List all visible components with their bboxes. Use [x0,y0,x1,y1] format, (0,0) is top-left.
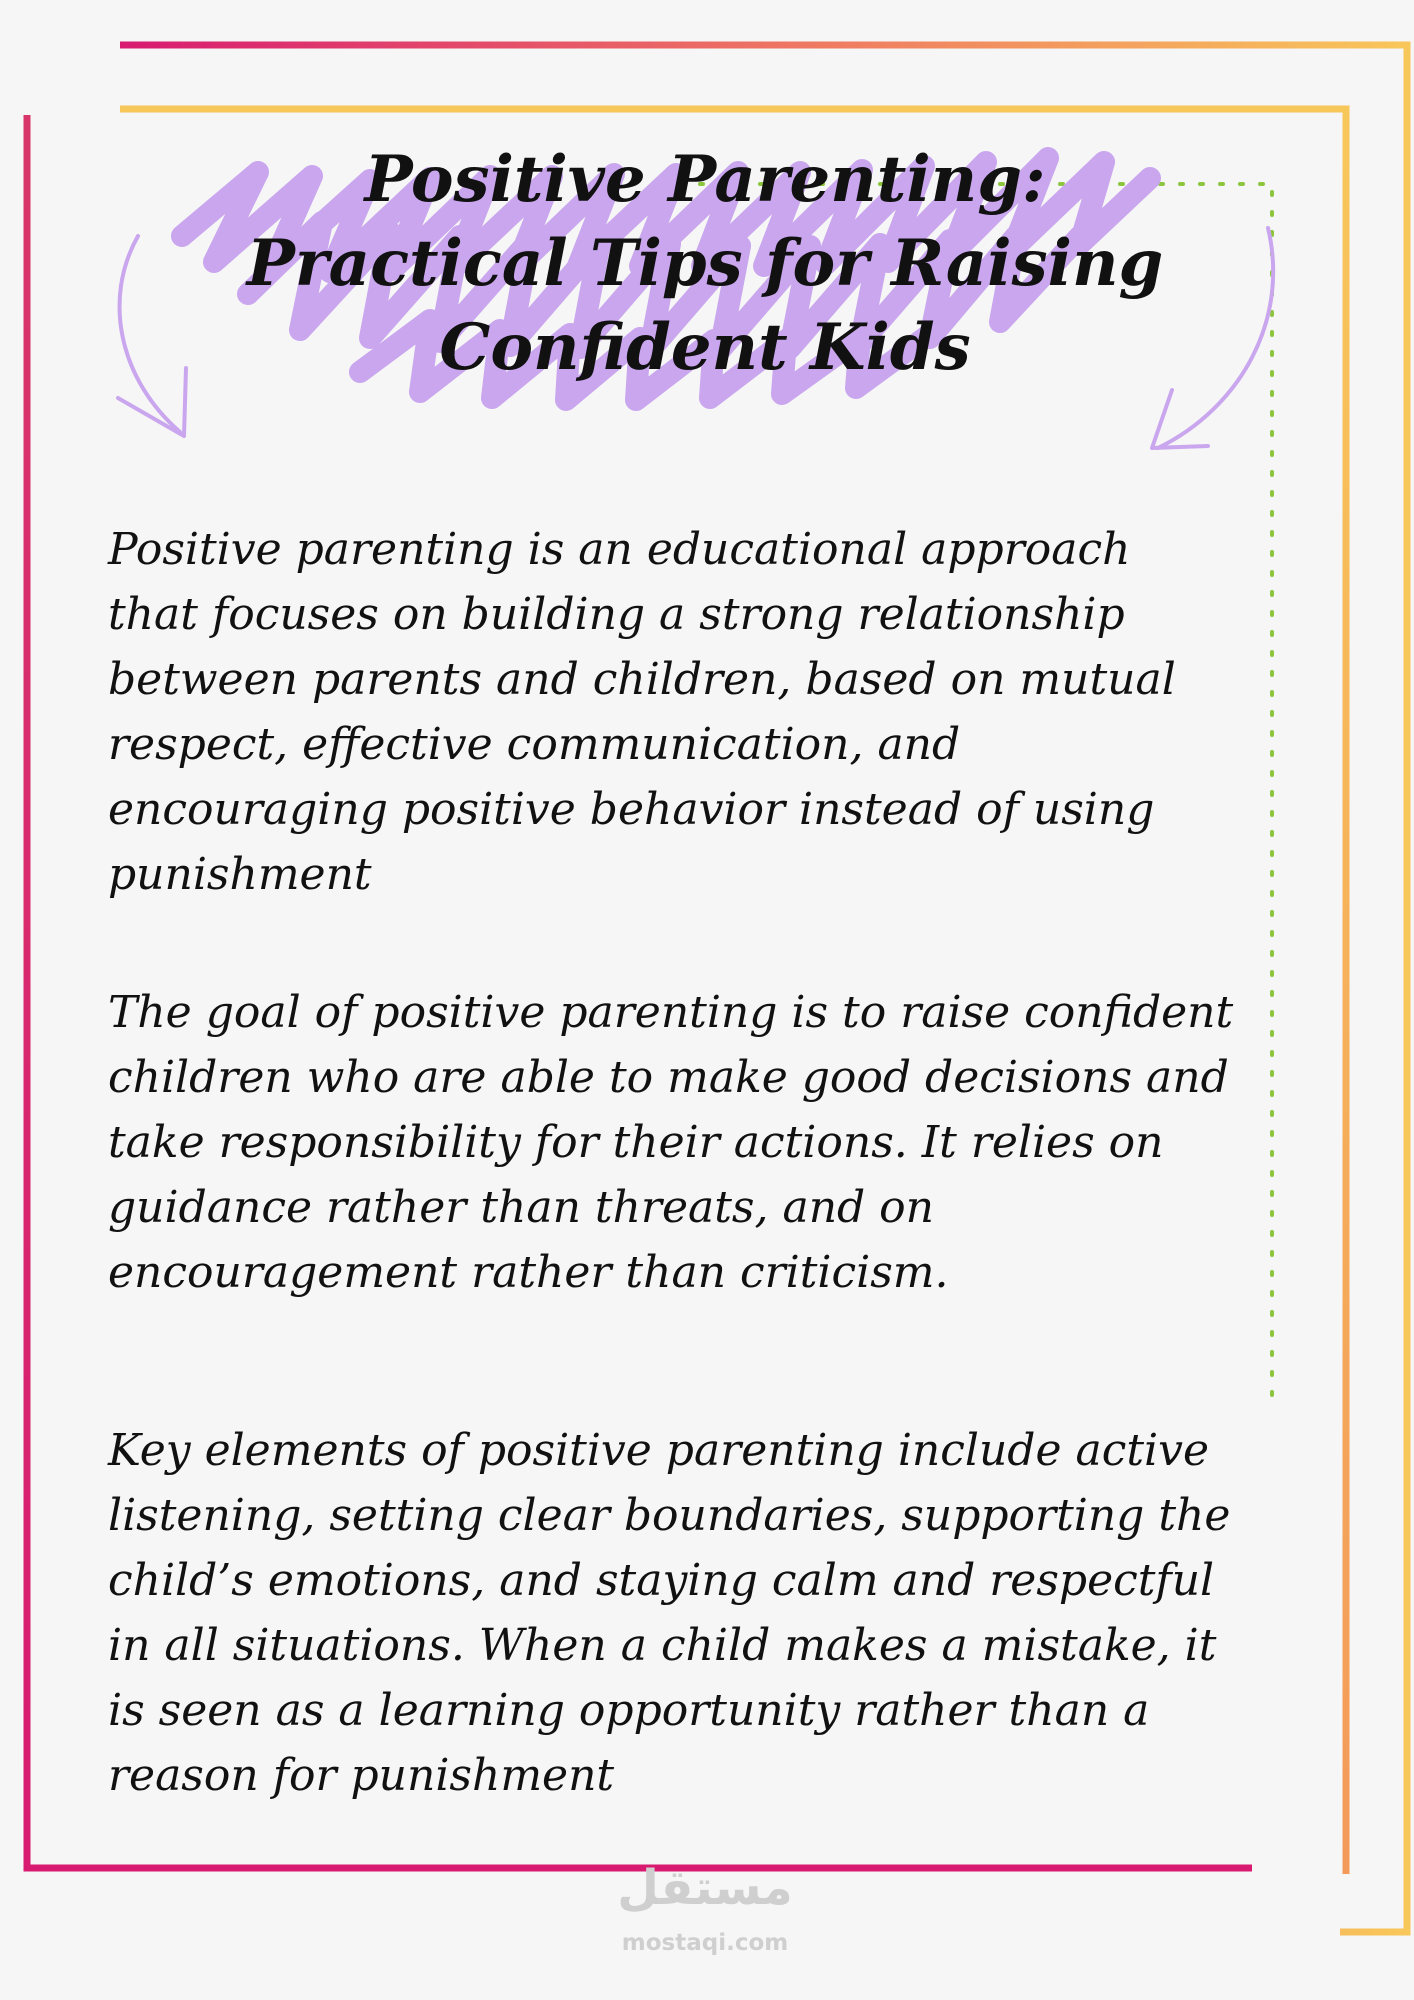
paragraph-key-elements: Key elements of positive parenting include active listening, setting clear boundaries, supporting the child’s emotions, and staying calm and respectful in all situations. When a child makes a mistake, it is seen as a learning opportunity rather than a reason for punishment [108,1425,1231,1801]
title-line-1: Positive Parenting: [364,142,1046,217]
paragraph-intro: Positive parenting is an educational approach that focuses on building a strong relationship between parents and children, based on mutual respect, effective communication, and encouraging positive behavior instead of using punishment [108,524,1176,900]
watermark-arabic: مستقل [617,1860,793,1916]
title-line-2: Practical Tips for Raising [246,226,1164,301]
page-title [150,138,1260,390]
title-line-3: Confident Kids [439,310,971,385]
paragraph-goal: The goal of positive parenting is to raise confident children who are able to make good decisions and take responsibility for their actions. It relies on guidance rather than threats, and on encouragement rather than criticism. [108,987,1234,1298]
watermark-latin: mostaqi.com [621,1930,789,1956]
